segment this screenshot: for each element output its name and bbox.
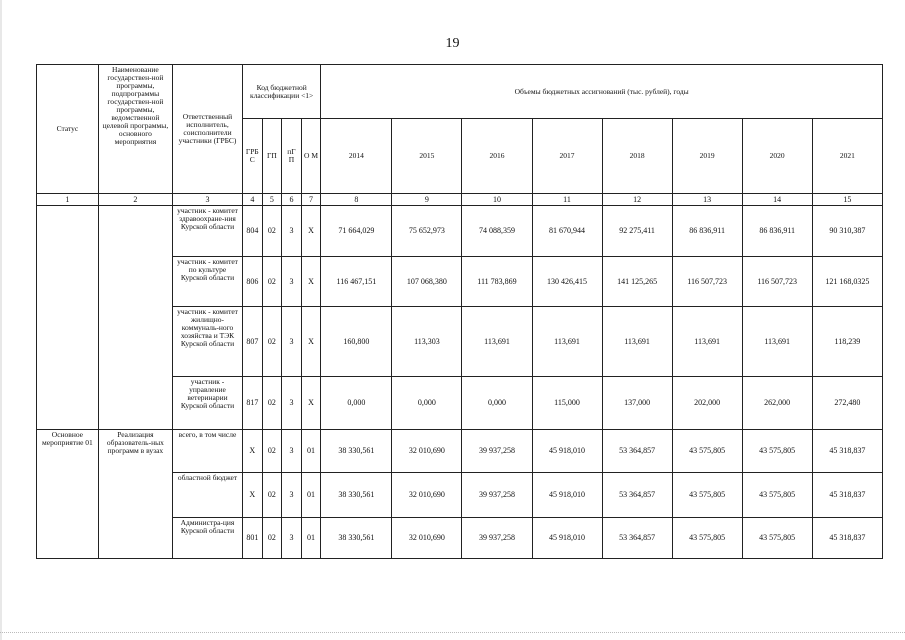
header-year-2014: 2014 bbox=[321, 119, 392, 194]
executor-cell: участник - управление ветеринарии Курской области bbox=[172, 377, 242, 430]
value-2017: 113,691 bbox=[532, 307, 602, 377]
column-number: 13 bbox=[672, 194, 742, 206]
value-2014: 116 467,151 bbox=[321, 257, 392, 307]
header-year-2018: 2018 bbox=[602, 119, 672, 194]
grbs-cell: Х bbox=[243, 430, 263, 473]
grbs-cell: 804 bbox=[243, 206, 263, 257]
header-volumes: Объемы бюджетных ассигнований (тыс. рублей), годы bbox=[321, 65, 883, 119]
pgp-cell: 3 bbox=[282, 206, 302, 257]
value-2017: 130 426,415 bbox=[532, 257, 602, 307]
pgp-cell: 3 bbox=[282, 518, 302, 559]
value-2018: 53 364,857 bbox=[602, 518, 672, 559]
column-number: 14 bbox=[742, 194, 812, 206]
budget-table bbox=[36, 64, 883, 559]
value-2014: 38 330,561 bbox=[321, 518, 392, 559]
status-cell: Основное мероприятие 01 bbox=[37, 430, 99, 559]
executor-cell: участник - комитет жилищно-коммуналь-ного хозяйства и ТЭК Курской области bbox=[172, 307, 242, 377]
status-cell bbox=[37, 206, 99, 430]
value-2020: 116 507,723 bbox=[742, 257, 812, 307]
value-2019: 116 507,723 bbox=[672, 257, 742, 307]
value-2015: 0,000 bbox=[392, 377, 462, 430]
table-row bbox=[37, 206, 883, 257]
value-2015: 113,303 bbox=[392, 307, 462, 377]
grbs-cell: 817 bbox=[243, 377, 263, 430]
column-number: 8 bbox=[321, 194, 392, 206]
column-number: 1 bbox=[37, 194, 99, 206]
header-code-om: О М bbox=[301, 119, 321, 194]
value-2021: 45 318,837 bbox=[812, 518, 882, 559]
value-2016: 0,000 bbox=[462, 377, 532, 430]
value-2015: 32 010,690 bbox=[392, 473, 462, 518]
grbs-cell: 806 bbox=[243, 257, 263, 307]
column-number: 10 bbox=[462, 194, 532, 206]
gp-cell: 02 bbox=[262, 257, 282, 307]
column-number: 4 bbox=[243, 194, 263, 206]
value-2017: 45 918,010 bbox=[532, 473, 602, 518]
gp-cell: 02 bbox=[262, 377, 282, 430]
value-2018: 141 125,265 bbox=[602, 257, 672, 307]
om-cell: Х bbox=[301, 206, 321, 257]
column-number: 6 bbox=[282, 194, 302, 206]
value-2019: 86 836,911 bbox=[672, 206, 742, 257]
header-program-name: Наименование государствен-ной программы, подпрограммы государствен-ной программы, ведомственной целевой программы, основного мероприятия bbox=[98, 65, 172, 194]
value-2018: 113,691 bbox=[602, 307, 672, 377]
value-2021: 45 318,837 bbox=[812, 430, 882, 473]
value-2015: 107 068,380 bbox=[392, 257, 462, 307]
grbs-cell: Х bbox=[243, 473, 263, 518]
value-2015: 32 010,690 bbox=[392, 430, 462, 473]
om-cell: Х bbox=[301, 307, 321, 377]
value-2020: 43 575,805 bbox=[742, 430, 812, 473]
value-2019: 43 575,805 bbox=[672, 518, 742, 559]
column-number: 12 bbox=[602, 194, 672, 206]
gp-cell: 02 bbox=[262, 206, 282, 257]
column-number: 2 bbox=[98, 194, 172, 206]
value-2020: 113,691 bbox=[742, 307, 812, 377]
value-2019: 113,691 bbox=[672, 307, 742, 377]
value-2019: 43 575,805 bbox=[672, 430, 742, 473]
value-2017: 115,000 bbox=[532, 377, 602, 430]
value-2016: 74 088,359 bbox=[462, 206, 532, 257]
header-row-main bbox=[37, 65, 883, 119]
header-year-2015: 2015 bbox=[392, 119, 462, 194]
value-2019: 202,000 bbox=[672, 377, 742, 430]
column-number: 5 bbox=[262, 194, 282, 206]
pgp-cell: 3 bbox=[282, 307, 302, 377]
om-cell: 01 bbox=[301, 430, 321, 473]
value-2021: 121 168,0325 bbox=[812, 257, 882, 307]
header-status: Статус bbox=[37, 65, 99, 194]
executor-cell: участник - комитет по культуре Курской области bbox=[172, 257, 242, 307]
column-number: 3 bbox=[172, 194, 242, 206]
column-number: 9 bbox=[392, 194, 462, 206]
value-2021: 272,480 bbox=[812, 377, 882, 430]
grbs-cell: 801 bbox=[243, 518, 263, 559]
header-budget-code: Код бюджетной классификации <1> bbox=[243, 65, 321, 119]
column-number: 7 bbox=[301, 194, 321, 206]
header-year-2020: 2020 bbox=[742, 119, 812, 194]
executor-cell: всего, в том числе bbox=[172, 430, 242, 473]
gp-cell: 02 bbox=[262, 473, 282, 518]
executor-cell: участник - комитет здравоохране-ния Курской области bbox=[172, 206, 242, 257]
executor-cell: Администра-ция Курской области bbox=[172, 518, 242, 559]
value-2014: 160,800 bbox=[321, 307, 392, 377]
value-2014: 71 664,029 bbox=[321, 206, 392, 257]
value-2017: 81 670,944 bbox=[532, 206, 602, 257]
header-year-2019: 2019 bbox=[672, 119, 742, 194]
value-2014: 38 330,561 bbox=[321, 473, 392, 518]
value-2020: 43 575,805 bbox=[742, 518, 812, 559]
value-2017: 45 918,010 bbox=[532, 518, 602, 559]
om-cell: 01 bbox=[301, 473, 321, 518]
header-code-gp: ГП bbox=[262, 119, 282, 194]
gp-cell: 02 bbox=[262, 518, 282, 559]
value-2021: 118,239 bbox=[812, 307, 882, 377]
header-code-pgp: пГ П bbox=[282, 119, 302, 194]
value-2020: 86 836,911 bbox=[742, 206, 812, 257]
header-code-grbs: ГРБ С bbox=[243, 119, 263, 194]
header-executor: Ответственный исполнитель, соисполнители участники (ГРБС) bbox=[172, 65, 242, 194]
value-2018: 92 275,411 bbox=[602, 206, 672, 257]
header-year-2021: 2021 bbox=[812, 119, 882, 194]
value-2016: 39 937,258 bbox=[462, 473, 532, 518]
value-2021: 90 310,387 bbox=[812, 206, 882, 257]
table-row bbox=[37, 430, 883, 473]
value-2020: 262,000 bbox=[742, 377, 812, 430]
value-2016: 39 937,258 bbox=[462, 430, 532, 473]
column-number-row bbox=[37, 194, 883, 206]
value-2016: 113,691 bbox=[462, 307, 532, 377]
value-2014: 0,000 bbox=[321, 377, 392, 430]
gp-cell: 02 bbox=[262, 307, 282, 377]
pgp-cell: 3 bbox=[282, 257, 302, 307]
value-2020: 43 575,805 bbox=[742, 473, 812, 518]
value-2018: 53 364,857 bbox=[602, 430, 672, 473]
grbs-cell: 807 bbox=[243, 307, 263, 377]
value-2018: 53 364,857 bbox=[602, 473, 672, 518]
om-cell: 01 bbox=[301, 518, 321, 559]
om-cell: Х bbox=[301, 377, 321, 430]
om-cell: Х bbox=[301, 257, 321, 307]
executor-cell: областной бюджет bbox=[172, 473, 242, 518]
pgp-cell: 3 bbox=[282, 377, 302, 430]
value-2014: 38 330,561 bbox=[321, 430, 392, 473]
value-2021: 45 318,837 bbox=[812, 473, 882, 518]
value-2015: 32 010,690 bbox=[392, 518, 462, 559]
scan-left-edge bbox=[0, 0, 2, 640]
value-2016: 39 937,258 bbox=[462, 518, 532, 559]
program-name-cell: Реализация образователь-ных программ в вузах bbox=[98, 430, 172, 559]
pgp-cell: 3 bbox=[282, 473, 302, 518]
column-number: 15 bbox=[812, 194, 882, 206]
value-2019: 43 575,805 bbox=[672, 473, 742, 518]
value-2018: 137,000 bbox=[602, 377, 672, 430]
header-year-2017: 2017 bbox=[532, 119, 602, 194]
value-2016: 111 783,869 bbox=[462, 257, 532, 307]
program-name-cell bbox=[98, 206, 172, 430]
value-2017: 45 918,010 bbox=[532, 430, 602, 473]
gp-cell: 02 bbox=[262, 430, 282, 473]
column-number: 11 bbox=[532, 194, 602, 206]
header-year-2016: 2016 bbox=[462, 119, 532, 194]
scan-artifact-line bbox=[0, 632, 905, 634]
pgp-cell: 3 bbox=[282, 430, 302, 473]
value-2015: 75 652,973 bbox=[392, 206, 462, 257]
page-number: 19 bbox=[445, 36, 460, 51]
